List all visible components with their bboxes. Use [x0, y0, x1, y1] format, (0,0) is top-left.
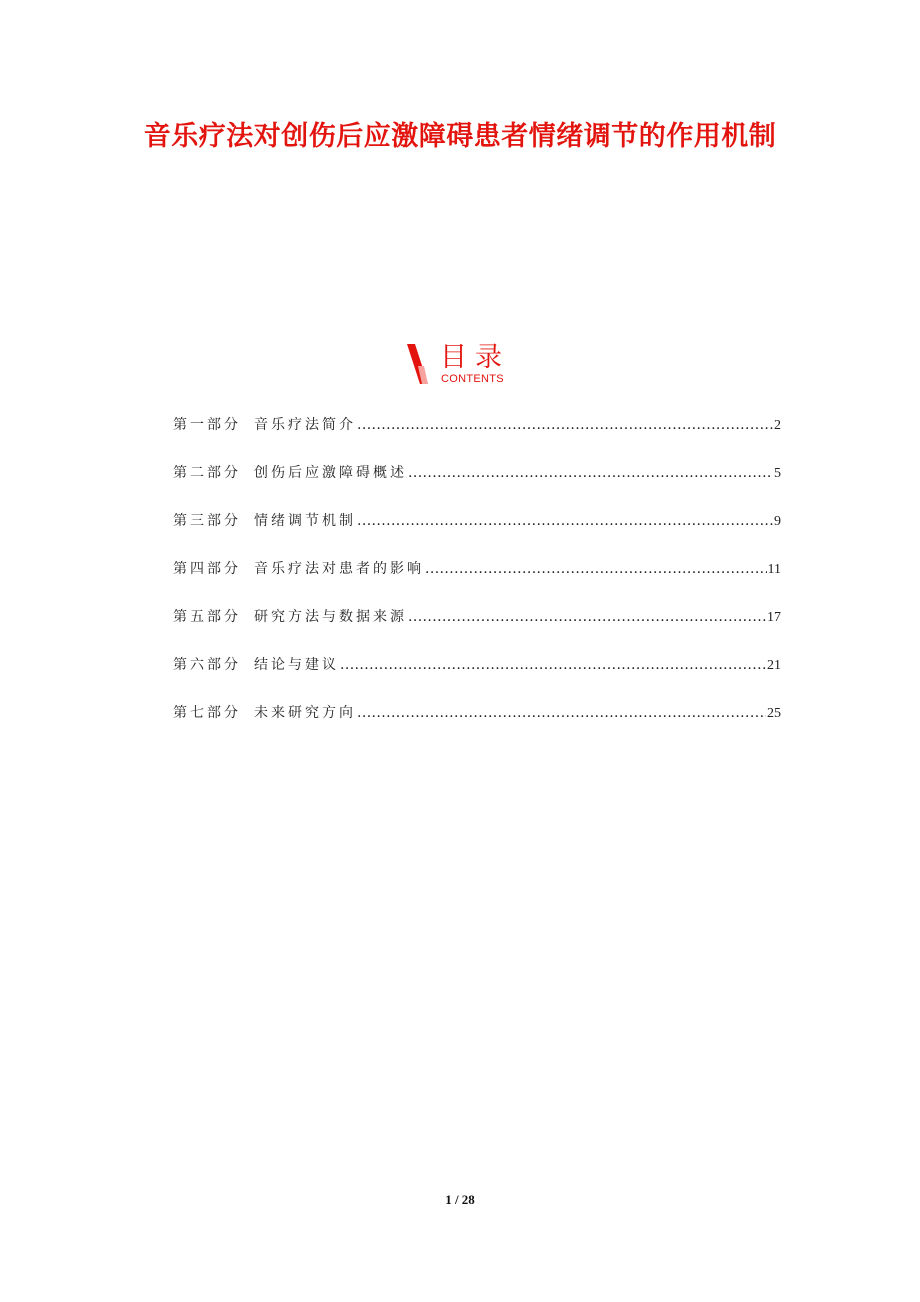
toc-entry-part: 第三部分	[173, 513, 241, 529]
document-title: 音乐疗法对创伤后应激障碍患者情绪调节的作用机制	[143, 121, 777, 152]
toc-entry[interactable]	[173, 699, 781, 747]
toc-dot-leader	[357, 699, 766, 727]
toc-entry-title: 结论与建议	[254, 657, 339, 673]
toc-entry-part: 第五部分	[173, 609, 241, 625]
toc-entry-page: 25	[767, 706, 781, 721]
toc-dot-leader	[408, 459, 773, 487]
toc-entry[interactable]	[173, 507, 781, 555]
toc-entry-title: 音乐疗法对患者的影响	[254, 561, 424, 577]
toc-entry-part: 第六部分	[173, 657, 241, 673]
toc-entry-page: 2	[774, 418, 781, 433]
toc-entry-part: 第四部分	[173, 561, 241, 577]
toc-entry-page: 9	[774, 514, 781, 529]
toc-entry[interactable]	[173, 651, 781, 699]
toc-entry-page: 5	[774, 466, 781, 481]
toc-heading	[404, 344, 544, 390]
toc-entry-title: 创伤后应激障碍概述	[254, 465, 407, 481]
toc-subtitle: CONTENTS	[441, 373, 504, 385]
toc-entry-part: 第二部分	[173, 465, 241, 481]
toc-list	[173, 411, 781, 747]
toc-dot-leader	[357, 411, 773, 439]
toc-accent-mark-icon	[404, 344, 430, 386]
toc-dot-leader	[425, 555, 767, 583]
toc-entry-title: 研究方法与数据来源	[254, 609, 407, 625]
toc-entry-title: 未来研究方向	[254, 705, 356, 721]
toc-dot-leader	[408, 603, 766, 631]
toc-entry-page: 21	[767, 658, 781, 673]
toc-dot-leader	[340, 651, 766, 679]
toc-entry-title: 情绪调节机制	[254, 513, 356, 529]
toc-entry-page: 17	[767, 610, 781, 625]
toc-title: 目录	[440, 342, 510, 373]
toc-entry-part: 第一部分	[173, 417, 241, 433]
toc-entry-part: 第七部分	[173, 705, 241, 721]
toc-entry-page: 11	[767, 562, 781, 577]
toc-entry[interactable]	[173, 603, 781, 651]
toc-dot-leader	[357, 507, 773, 535]
toc-entry[interactable]	[173, 459, 781, 507]
toc-entry[interactable]	[173, 411, 781, 459]
toc-entry[interactable]	[173, 555, 781, 603]
page-number: 1 / 28	[445, 1192, 475, 1207]
toc-entry-title: 音乐疗法简介	[254, 417, 356, 433]
